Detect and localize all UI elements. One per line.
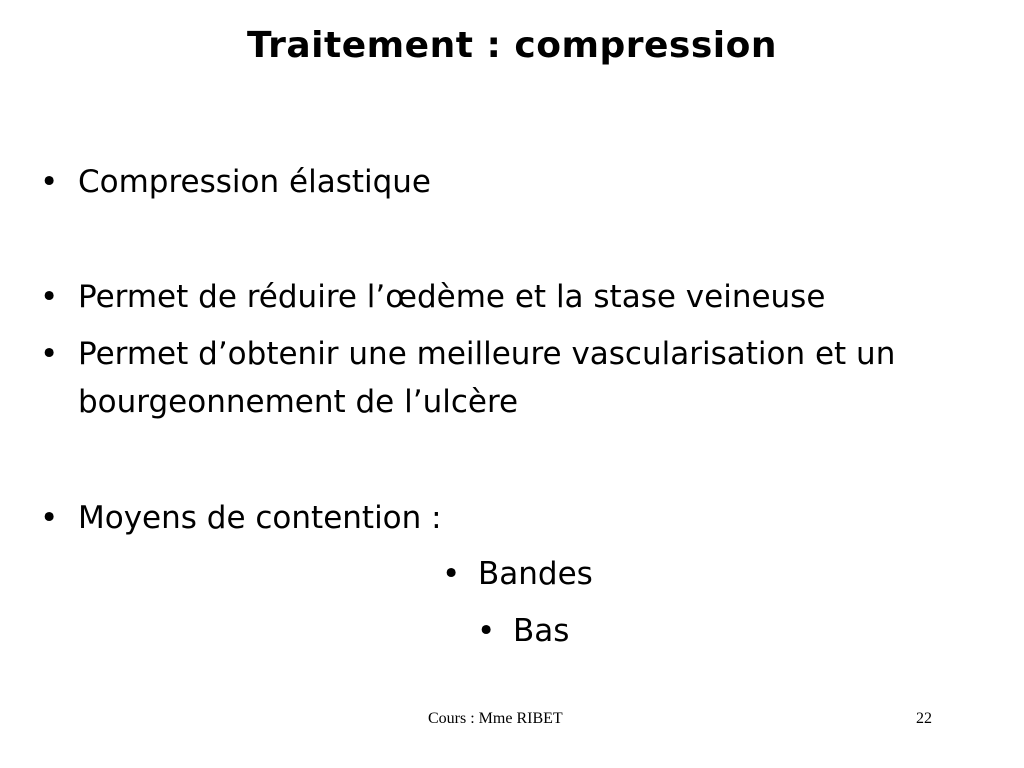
bullet-dot-icon: • (40, 279, 59, 315)
sub-bullet-text: Bas (513, 613, 570, 649)
footer-author: Cours : Mme RIBET (428, 710, 563, 727)
sub-bullet-item (442, 549, 593, 599)
bullet-dot-icon: • (40, 500, 59, 536)
bullet-item (40, 157, 1000, 207)
bullet-dot-icon: • (442, 556, 461, 592)
slide-number: 22 (916, 710, 932, 727)
bullet-text: Permet de réduire l’œdème et la stase veineuse (78, 279, 826, 315)
bullet-dot-icon: • (477, 613, 496, 649)
bullet-item (40, 272, 1000, 322)
bullet-text: Compression élastique (78, 164, 432, 200)
sub-bullet-text: Bandes (478, 556, 593, 592)
sub-bullet-item (477, 606, 569, 656)
bullet-item (40, 330, 1000, 426)
bullet-text: Moyens de contention : (78, 500, 442, 536)
bullet-dot-icon: • (40, 336, 59, 372)
bullet-dot-icon: • (40, 164, 59, 200)
slide-title: Traitement : compression (247, 25, 777, 66)
bullet-text: Permet d’obtenir une meilleure vascularisation et un bourgeonnement de l’ulcère (78, 336, 896, 420)
bullet-item (40, 493, 1000, 543)
